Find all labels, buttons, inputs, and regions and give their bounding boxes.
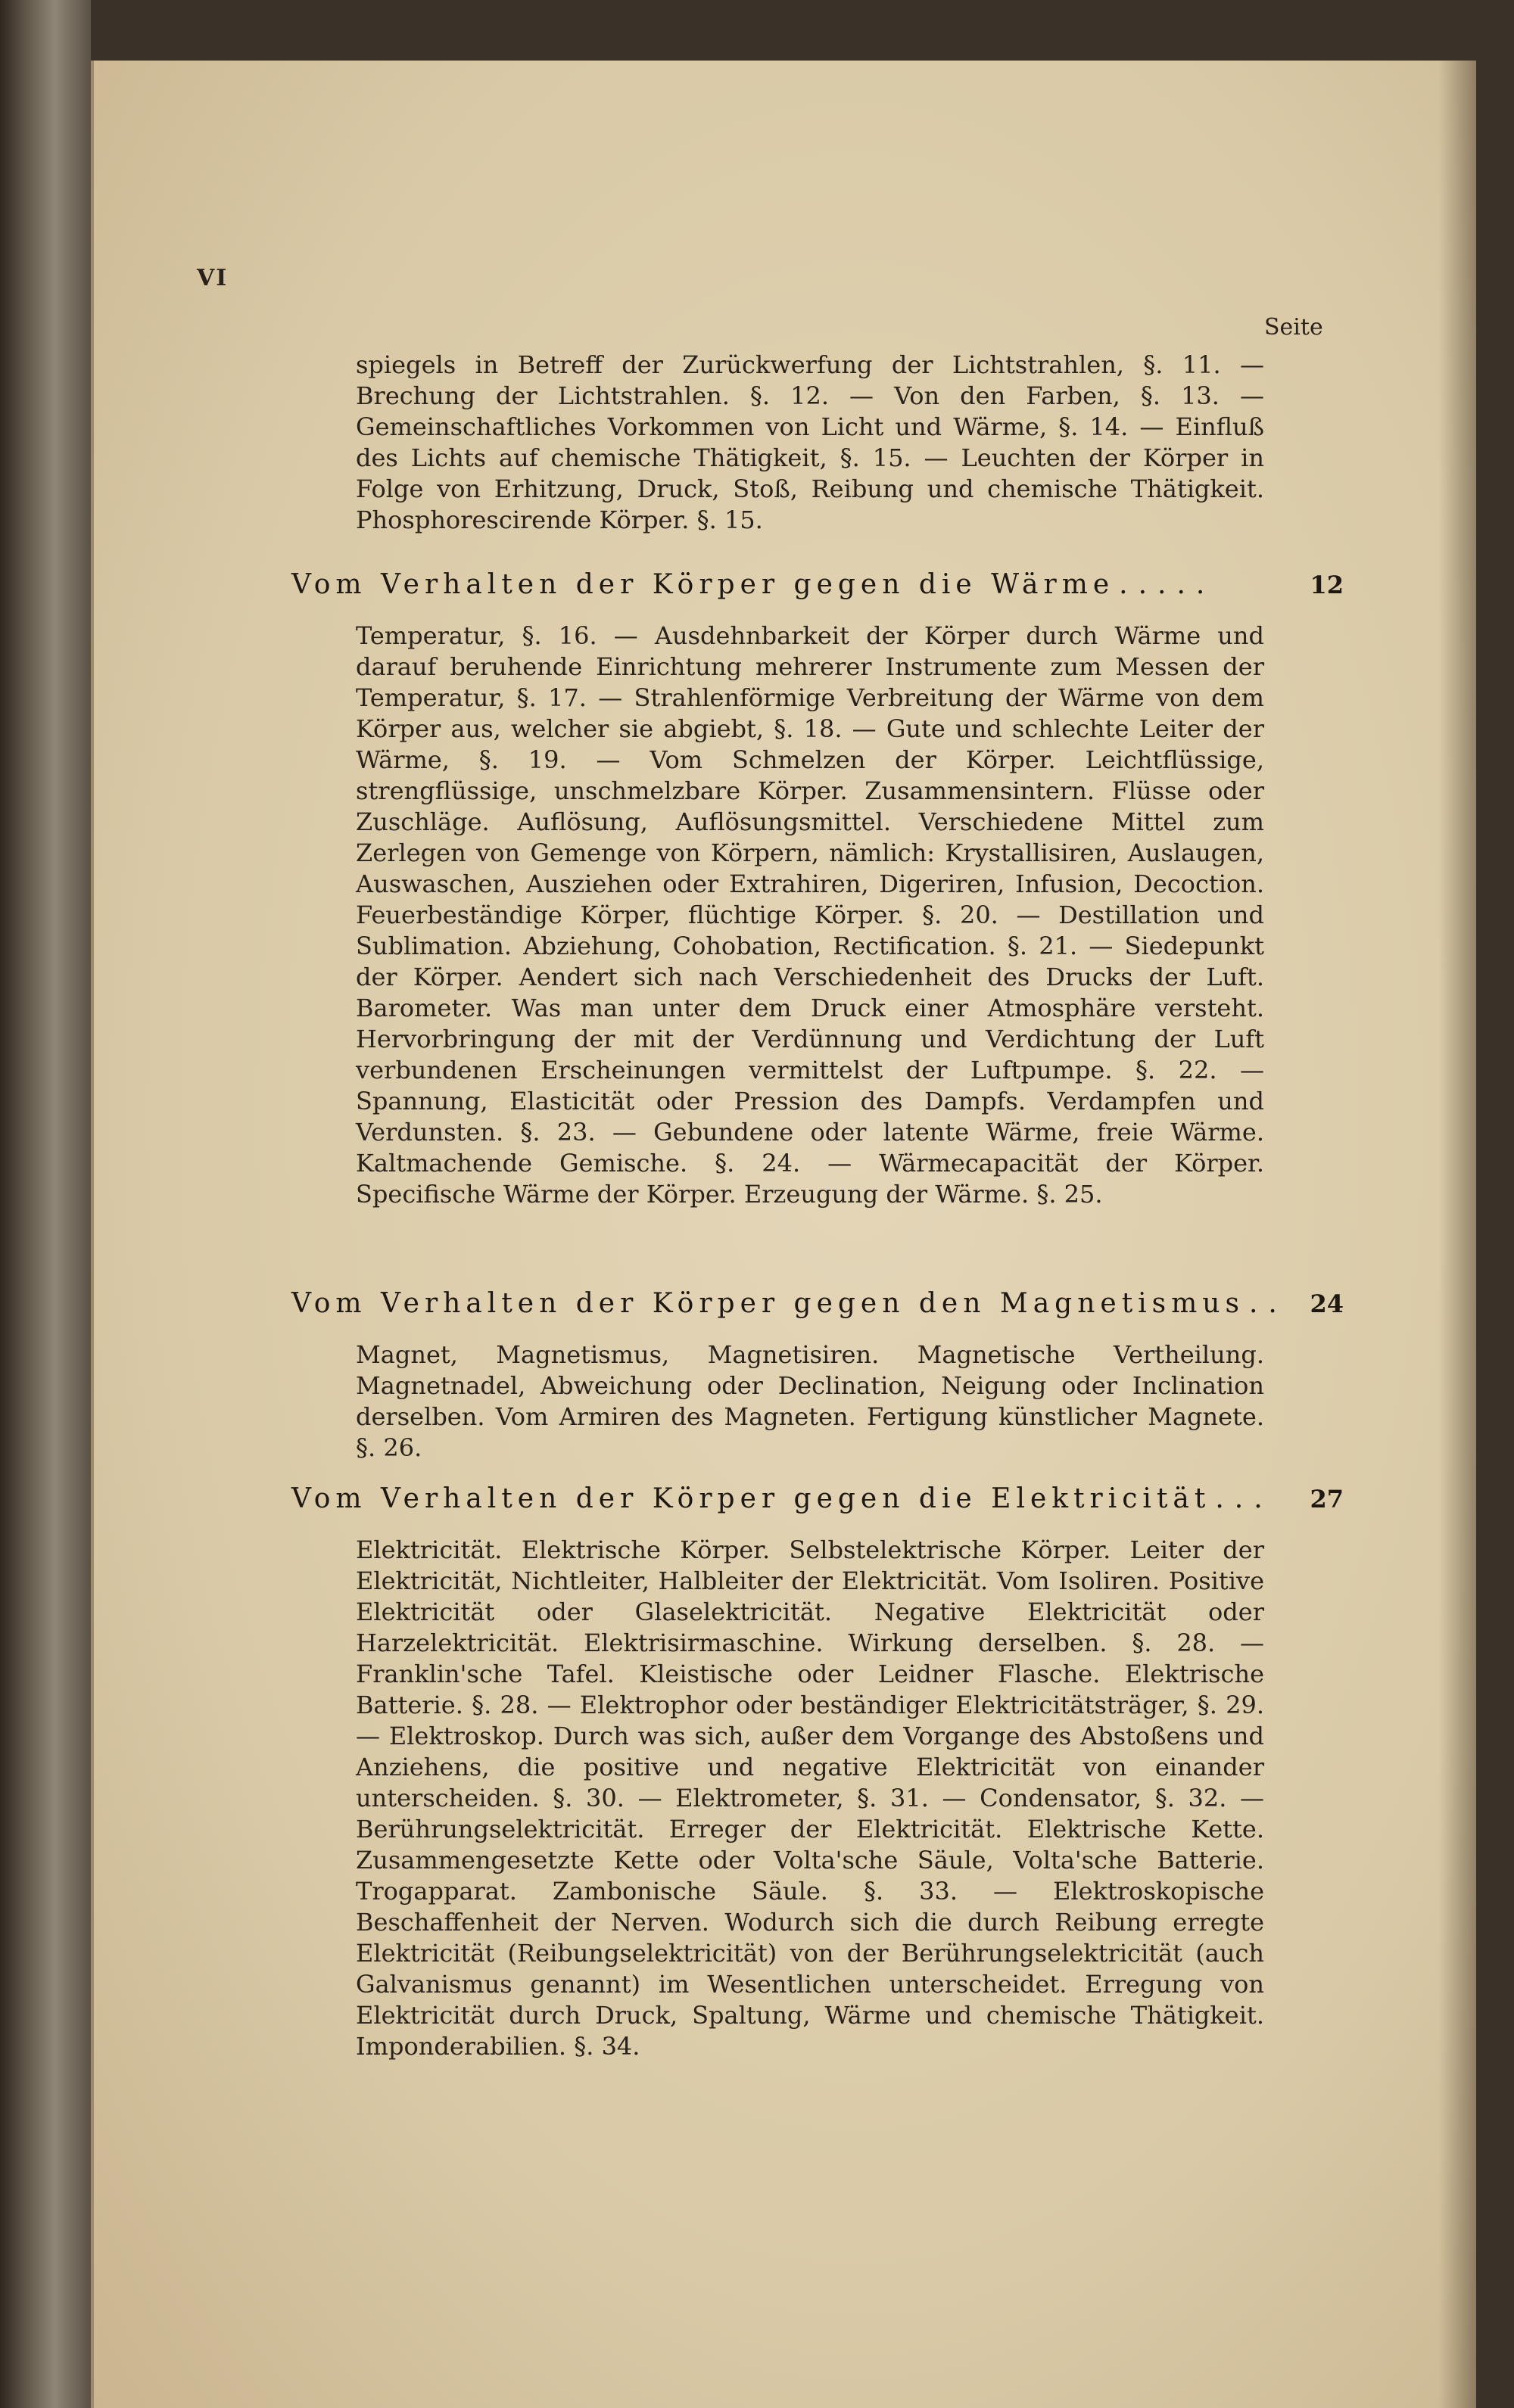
intro-paragraph: spiegels in Betreff der Zurückwerfung der Lichtstrahlen, §. 11. — Brechung der Lichtstrahlen. §. 12. — Von den Farben, §. 13. — Gemeinschaftliches Vorkommen von Licht und Wärme, §. 14. — Einfluß des Lichts auf chemische Thätigkeit, §. 15. — Leuchten der Körper in Folge von Erhitzung, Druck, Stoß, Reibung und chemische Thätigkeit. Phosphorescirende Körper. §. 15. [356,350,1264,534]
section-leader-dots: ... [1215,1483,1273,1514]
section-heading-magnetismus [291,1288,1344,1319]
seite-column-label: Seite [1264,314,1323,341]
section-page-number: 12 [1310,571,1344,599]
section-title: Vom Verhalten der Körper gegen die Wärme [291,569,1115,600]
section-heading-elektricitat [291,1483,1344,1514]
page-edge-shadow [1438,61,1476,2408]
section-body-elektricitat: Elektricität. Elektrische Körper. Selbstelektrische Körper. Leiter der Elektricität, Nichtleiter, Halbleiter der Elektricität. Vom Isoliren. Positive Elektricität oder Glaselektricität. Negative Elektricität oder Harzelektricität. Elektrisirmaschine. Wirkung derselben. §. 28. — Franklin'sche Tafel. Kleistische oder Leidner Flasche. Elektrische Batterie. §. 28. — Elektrophor oder beständiger Elektricitätsträger, §. 29. — Elektroskop. Durch was sich, außer dem Vorgange des Abstoßens und Anziehens, die positive und negative Elektricität von einander unterscheiden. §. 30. — Elektrometer, §. 31. — Condensator, §. 32. — Berührungselektricität. Erreger der Elektricität. Elektrische Kette. Zusammengesetzte Kette oder Volta'sche Säule, Volta'sche Batterie. Trogapparat. Zambonische Säule. §. 33. — Elektroskopische Beschaffenheit der Nerven. Wodurch sich die durch Reibung erregte Elektricität (Reibungselektricität) von der Berührungselektricität (auch Galvanismus genannt) im Wesentlichen unterscheidet. Erregung von Elektricität durch Druck, Spaltung, Wärme und chemische Thätigkeit. Imponderabilien. §. 34. [356,1535,1264,2061]
section-leader-dots: .. [1248,1288,1288,1319]
section-body-warme: Temperatur, §. 16. — Ausdehnbarkeit der Körper durch Wärme und darauf beruhende Einrichtung mehrerer Instrumente zum Messen der Temperatur, §. 17. — Strahlenförmige Verbreitung der Wärme von dem Körper aus, welcher sie abgiebt, §. 18. — Gute und schlechte Leiter der Wärme, §. 19. — Vom Schmelzen der Körper. Leichtflüssige, strengflüssige, unschmelzbare Körper. Zusammensintern. Flüsse oder Zuschläge. Auflösung, Auflösungsmittel. Verschiedene Mittel zum Zerlegen von Gemenge von Körpern, nämlich: Krystallisiren, Auslaugen, Auswaschen, Ausziehen oder Extrahiren, Digeriren, Infusion, Decoction. Feuerbeständige Körper, flüchtige Körper. §. 20. — Destillation und Sublimation. Abziehung, Cohobation, Rectification. §. 21. — Siedepunkt der Körper. Aendert sich nach Verschiedenheit des Drucks der Luft. Barometer. Was man unter dem Druck einer Atmosphäre versteht. Hervorbringung der mit der Verdünnung und Verdichtung der Luft verbundenen Erscheinungen vermittelst der Luftpumpe. §. 22. — Spannung, Elasticität oder Pression des Dampfs. Verdampfen und Verdunsten. §. 23. — Gebundene oder latente Wärme, freie Wärme. Kaltmachende Gemische. §. 24. — Wärmecapacität der Körper. Specifische Wärme der Körper. Erzeugung der Wärme. §. 25. [356,621,1264,1209]
section-page-number: 24 [1310,1290,1344,1318]
section-heading-warme [291,569,1344,600]
section-page-number: 27 [1310,1485,1344,1514]
section-title: Vom Verhalten der Körper gegen die Elektricität [291,1483,1211,1514]
page-number: VI [197,265,229,291]
book-spine [0,0,91,2408]
section-body-magnetismus: Magnet, Magnetismus, Magnetisiren. Magnetische Vertheilung. Magnetnadel, Abweichung oder Declination, Neigung oder Inclination derselben. Vom Armiren des Magneten. Fertigung künstlicher Magnete. §. 26. [356,1340,1264,1462]
section-leader-dots: ..... [1119,569,1216,600]
section-title: Vom Verhalten der Körper gegen den Magnetismus [291,1288,1245,1319]
